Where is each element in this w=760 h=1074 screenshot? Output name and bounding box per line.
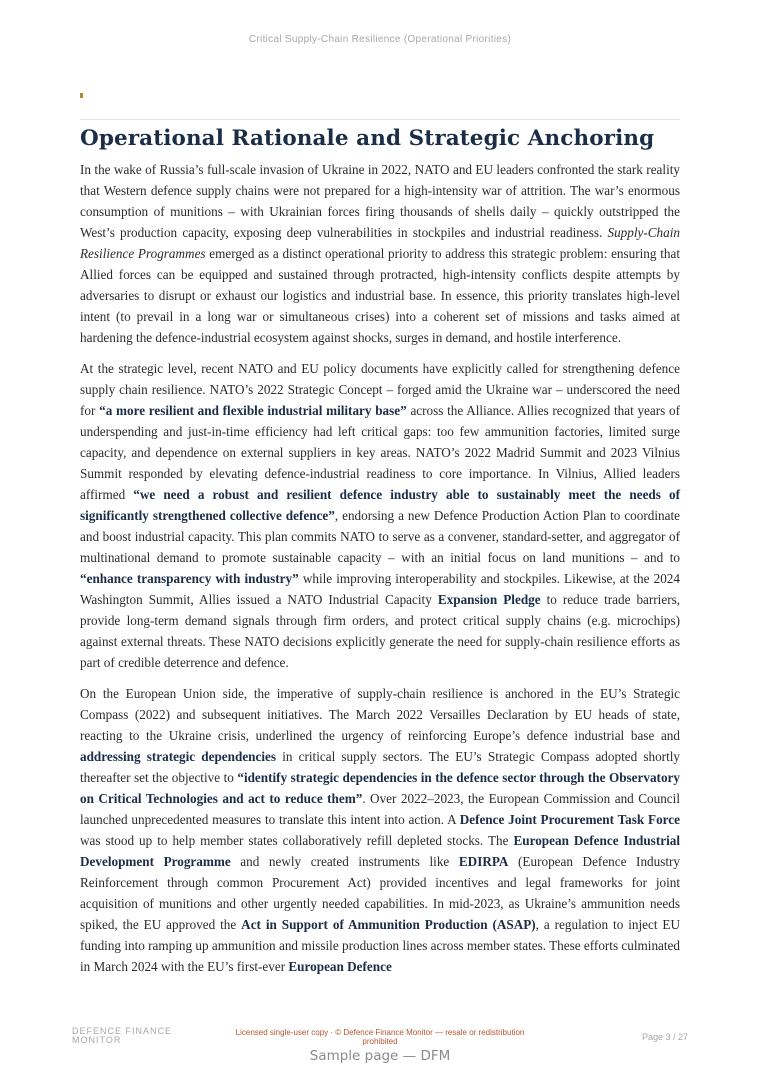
page-number: Page 3 / 27 [641, 1032, 688, 1042]
text-run: , a regulation to inject EU funding into ramping up ammunition and missile production lines across member states. These efforts culminated in March 2024 with the EU’s first-ever [80, 917, 680, 974]
text-run: and newly created instruments like [230, 854, 459, 869]
running-header: Critical Supply-Chain Resilience (Operational Priorities) [248, 34, 512, 45]
bold-quote: “identify strategic dependencies in the defence sector through the Observatory on Critical Technologies and act to reduce them” [80, 770, 680, 806]
sample-label: Sample page — DFM [309, 1048, 451, 1064]
bold-term: European Defence Industrial Development Programme [80, 833, 680, 869]
bold-quote: “we need a robust and resilient defence industry able to sustainably meet the needs of significantly strengthened collective defence” [80, 487, 680, 523]
footer-brand [72, 1027, 172, 1045]
brand-line: DEFENCE FINANCE [72, 1026, 173, 1036]
header-divider [80, 119, 680, 120]
text-run: (European Defence Industry Reinforcement through common Procurement Act) provided incentives and legal frameworks for joint acquisition of munitions and other urgently needed capabilities. In mid-2023, as Ukraine’s ammunition needs spiked, the EU approved the [80, 854, 681, 932]
bold-term: Act in Support of Ammunition Production (ASAP) [241, 917, 536, 932]
text-run: while improving interoperability and stockpiles. Likewise, at the 2024 Washington Summit, Allies issued a NATO Industrial Capacity [80, 571, 680, 607]
text-run: emerged as a distinct operational priority to address this strategic problem: ensuring that Allied forces can be equipped and sustained through protracted, high-intensity conflicts despite attempts by adversaries to disrupt or exhaust our logistics and industrial base. In essence, this priority translates high-level intent (to prevail in a long war or simultaneous crises) into a coherent set of missions and tasks aimed at hardening the defence-industrial ecosystem against shocks, surges in demand, and hostile interference. [80, 246, 680, 345]
license-notice: Licensed single-user copy · © Defence Finance Monitor — resale or redistribution prohibited [235, 1028, 525, 1046]
bold-term: Expansion Pledge [437, 592, 541, 607]
paragraph-2 [80, 358, 680, 673]
brand-line: MONITOR [72, 1035, 122, 1045]
text-run: to reduce trade barriers, provide long-term demand signals through firm orders, and protect critical supply chains (e.g. microchips) against external threats. These NATO decisions explicitly generate the need for supply-chain resilience efforts as part of credible deterrence and defence. [80, 592, 681, 670]
text-run: At the strategic level, recent NATO and EU policy documents have explicitly called for strengthening defence supply chain resilience. NATO’s 2022 Strategic Concept – forged amid the Ukraine war – underscored the need for [80, 361, 680, 418]
section-title: Operational Rationale and Strategic Anchoring [80, 126, 655, 151]
text-run: . Over 2022–2023, the European Commission and Council launched unprecedented measures to translate this intent into action. A [80, 791, 680, 827]
section-marker [80, 93, 83, 98]
bold-quote: “a more resilient and flexible industrial military base” [99, 403, 407, 418]
text-run: was stood up to help member states collaboratively refill depleted stocks. The [80, 833, 514, 848]
text-run: in critical supply sectors. The EU’s Strategic Compass adopted shortly thereafter set the objective to [80, 749, 680, 785]
bold-quote: “enhance transparency with industry” [80, 571, 299, 586]
text-run: across the Alliance. Allies recognized that years of underspending and just-in-time efficiency had left critical gaps: too few ammunition factories, limited surge capacity, and dependence on external suppliers in key areas. NATO’s 2022 Madrid Summit and 2023 Vilnius Summit responded by elevating defence-industrial readiness to core importance. In Vilnius, Allied leaders affirmed [80, 403, 680, 502]
bold-term: EDIRPA [458, 854, 509, 869]
paragraph-3 [80, 683, 680, 977]
bold-term: European Defence [288, 959, 392, 974]
bold-term: addressing strategic dependencies [80, 749, 277, 764]
text-run: In the wake of Russia’s full-scale invasion of Ukraine in 2022, NATO and EU leaders confronted the stark reality that Western defence supply chains were not prepared for a high-intensity war of attrition. The war’s enormous consumption of munitions – with Ukrainian forces firing thousands of shells daily – quickly outstripped the West’s production capacity, exposing deep vulnerabilities in stockpiles and industrial readiness. [80, 162, 680, 240]
text-run: , endorsing a new Defence Production Action Plan to coordinate and boost industrial capacity. This plan commits NATO to serve as a convener, standard-setter, and aggregator of multinational demand to promote sustainable capacity – with an initial focus on land munitions – and to [80, 508, 680, 565]
body-text [80, 159, 680, 987]
text-run: On the European Union side, the imperative of supply-chain resilience is anchored in the EU’s Strategic Compass (2022) and subsequent initiatives. The March 2022 Versailles Declaration by EU heads of state, reacting to the Ukraine crisis, underlined the urgency of reinforcing Europe’s defence industrial base and [80, 686, 680, 743]
italic-term: Supply-Chain Resilience Programmes [80, 225, 680, 261]
bold-term: Defence Joint Procurement Task Force [459, 812, 680, 827]
paragraph-1 [80, 159, 680, 348]
